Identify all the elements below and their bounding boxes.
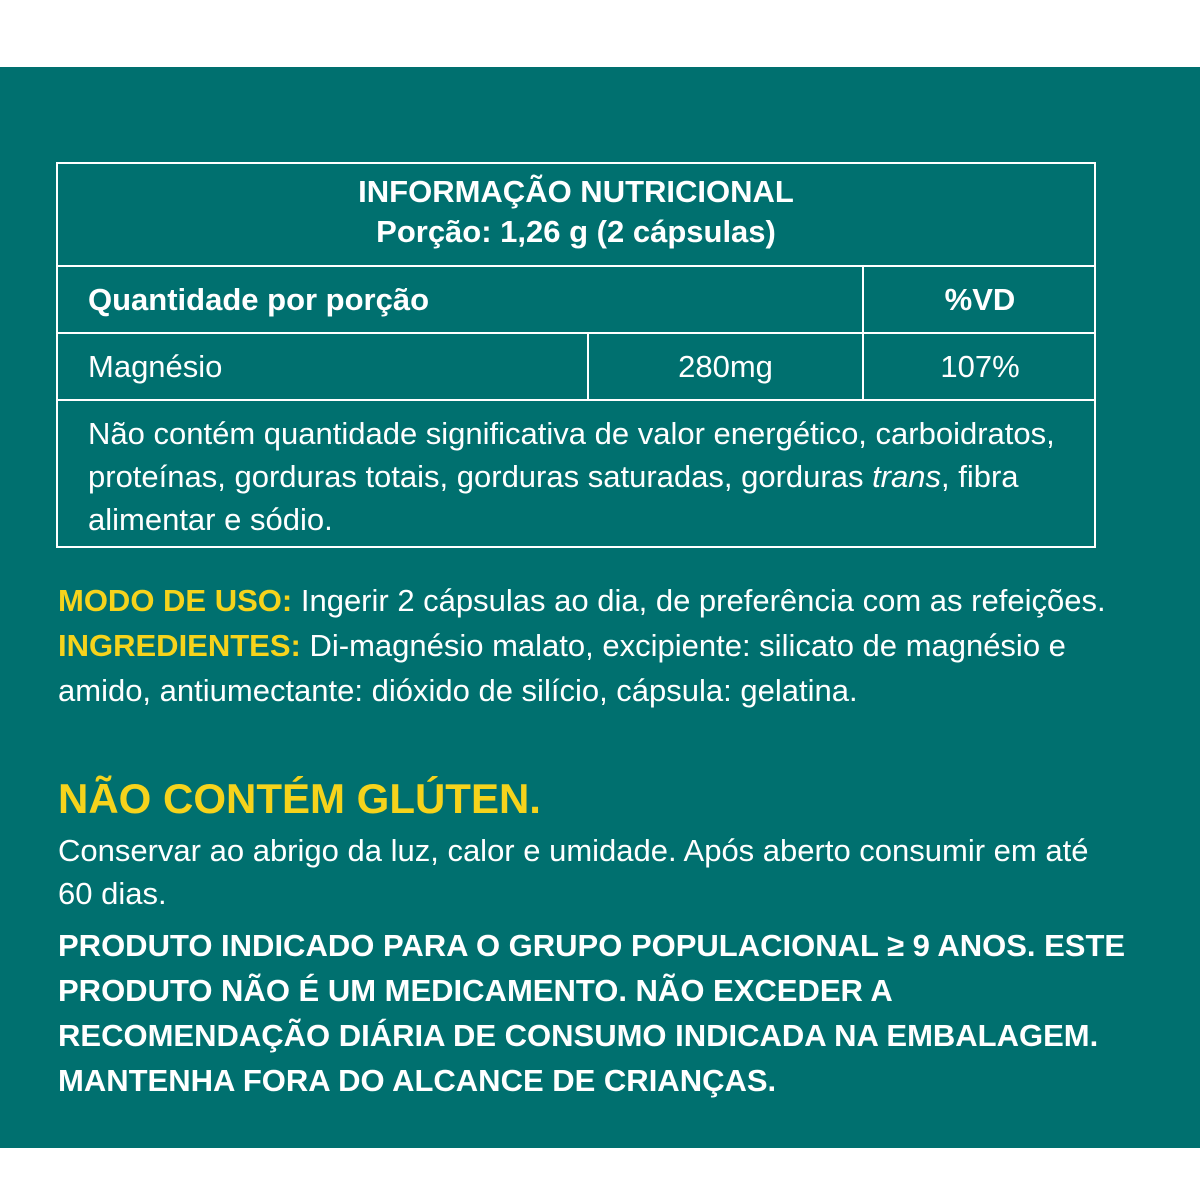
gluten-free-notice: NÃO CONTÉM GLÚTEN. bbox=[58, 775, 541, 822]
header-vd: %VD bbox=[944, 281, 1016, 317]
mode-label: MODO DE USO: bbox=[58, 583, 293, 618]
note-italic: trans bbox=[872, 459, 941, 494]
warning-text: PRODUTO INDICADO PARA O GRUPO POPULACIONAL ≥ 9 ANOS. ESTE PRODUTO NÃO É UM MEDICAMENTO. NÃO EXCEDER A RECOMENDAÇÃO DIÁRIA DE CONSUMO INDICADA NA EMBALAGEM. MANTENHA FORA DO ALCANCE DE CRIANÇAS. bbox=[58, 928, 1126, 1098]
portion-text: Porção: 1,26 g (2 cápsulas) bbox=[376, 214, 776, 249]
nutrition-title-text: INFORMAÇÃO NUTRICIONAL bbox=[358, 174, 794, 209]
label-panel bbox=[0, 67, 1200, 1148]
nutrition-note bbox=[88, 412, 1074, 541]
ingredients-text: Di-magnésio malato, excipiente: silicato de magnésio e amido, antiumectante: dióxido de silício, cápsula: gelatina. bbox=[58, 628, 1066, 708]
nutrient-amount: 280mg bbox=[678, 348, 773, 384]
storage-instructions: Conservar ao abrigo da luz, calor e umidade. Após aberto consumir em até 60 dias. bbox=[58, 833, 1089, 911]
table-divider bbox=[58, 399, 1094, 401]
nutrient-vd: 107% bbox=[940, 348, 1020, 384]
nutrient-name: Magnésio bbox=[88, 348, 223, 384]
nutrition-table bbox=[56, 162, 1096, 548]
mode-text: Ingerir 2 cápsulas ao dia, de preferência com as refeições. bbox=[292, 583, 1106, 618]
note-text: Não contém quantidade significativa de valor energético, carboidratos, proteínas, gorduras totais, gorduras saturadas, gorduras bbox=[88, 416, 1055, 494]
usage-paragraph bbox=[58, 578, 1128, 713]
note-text-end: , fibra alimentar e sódio. bbox=[88, 459, 1019, 537]
nutrition-title bbox=[58, 172, 1094, 252]
ingredients-label: INGREDIENTES: bbox=[58, 628, 301, 663]
header-quantity: Quantidade por porção bbox=[88, 281, 430, 317]
